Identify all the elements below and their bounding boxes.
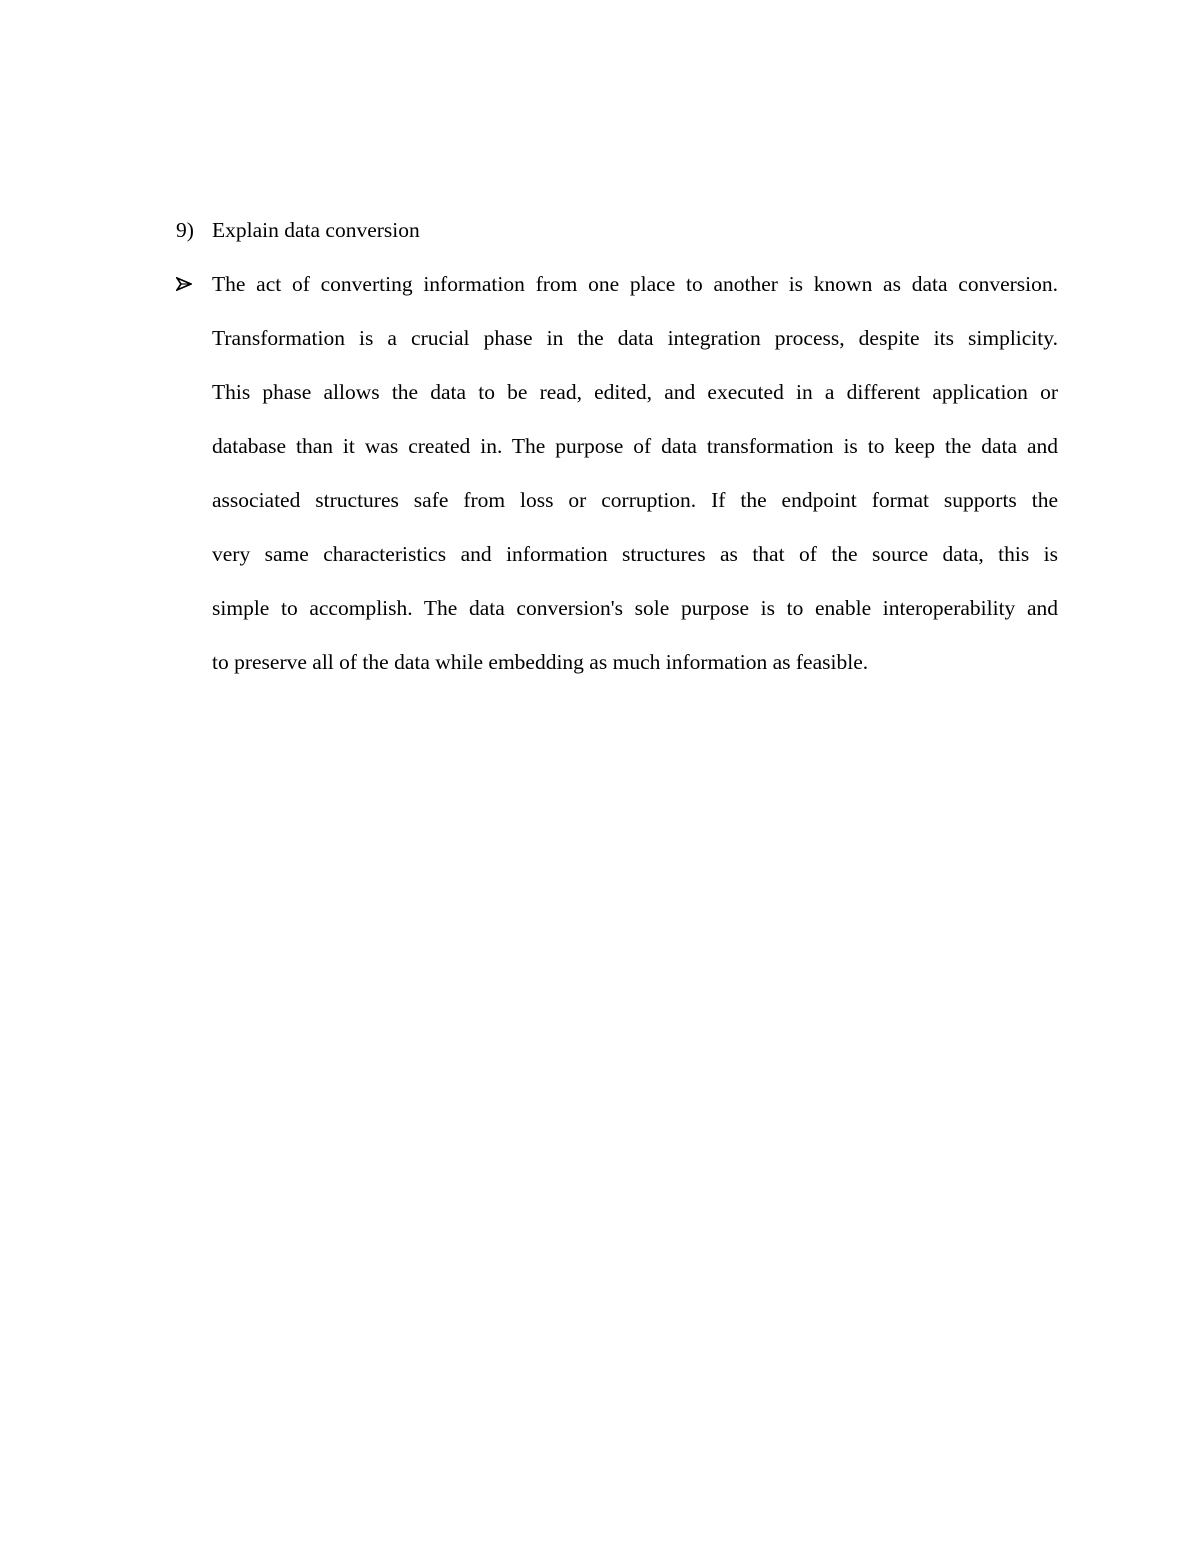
question-heading (176, 214, 1056, 246)
question-number: 9) (176, 218, 194, 242)
answer-line: This phase allows the data to be read, edited, and executed in a different application or (212, 380, 1058, 404)
answer-line: simple to accomplish. The data conversion's sole purpose is to enable interoperability and (212, 596, 1058, 620)
question-text: Explain data conversion (212, 218, 420, 242)
answer-text (212, 268, 1058, 700)
answer-line: to preserve all of the data while embedding as much information as feasible. (212, 650, 869, 674)
answer-line: very same characteristics and information structures as that of the source data, this is (212, 542, 1058, 566)
answer-line: associated structures safe from loss or corruption. If the endpoint format supports the (212, 488, 1058, 512)
answer-line: Transformation is a crucial phase in the data integration process, despite its simplicity. (212, 326, 1058, 350)
answer-line: database than it was created in. The purpose of data transformation is to keep the data and (212, 434, 1058, 458)
arrowhead-bullet-icon (176, 268, 198, 300)
answer-line: The act of converting information from one place to another is known as data conversion. (212, 272, 1058, 296)
